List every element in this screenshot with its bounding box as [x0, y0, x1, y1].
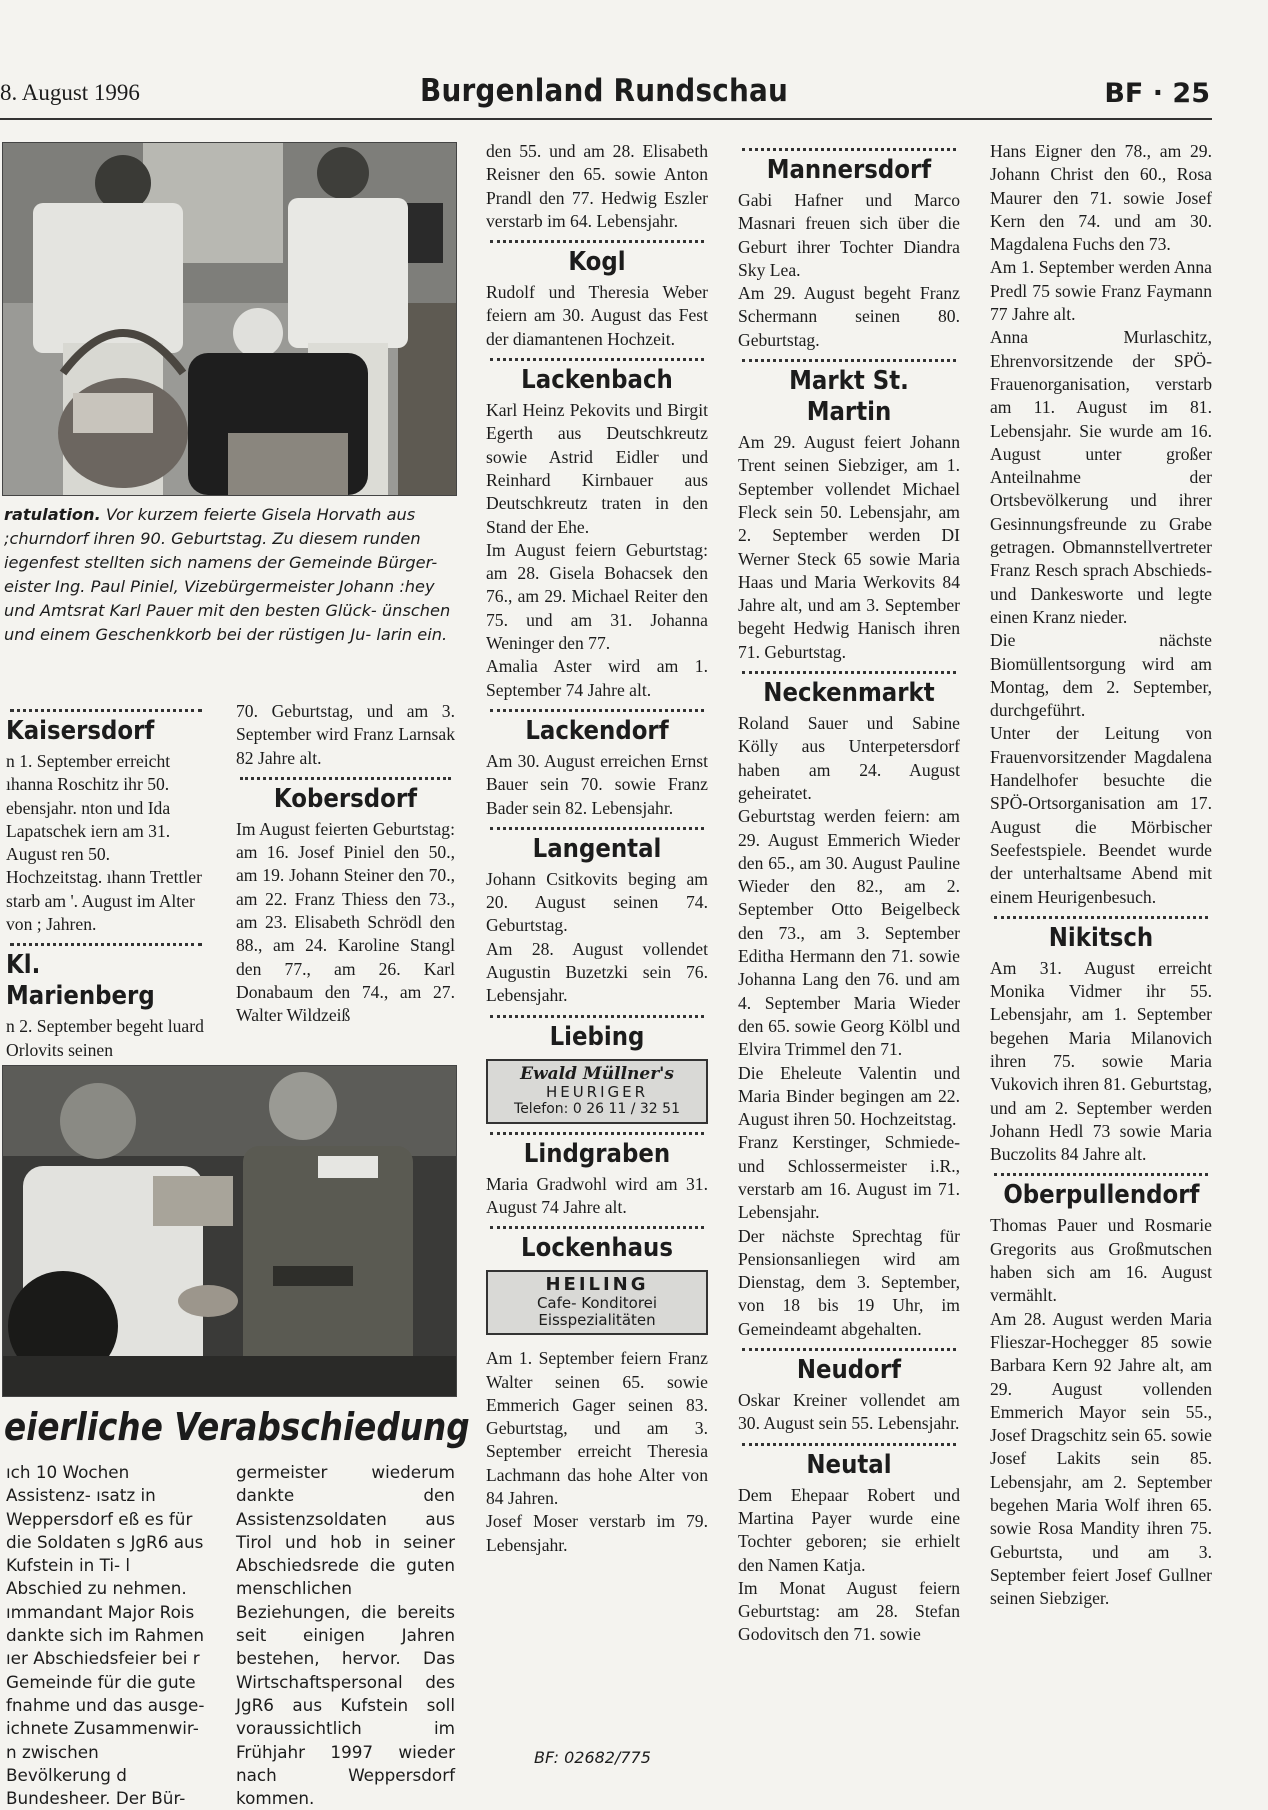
author-signature: BF: 02682/775	[534, 1748, 651, 1767]
separator	[240, 777, 451, 780]
feature-text-2: germeister wiederum dankte den Assistenzsoldaten aus Tirol und hob in seiner Abschiedsrede die guten menschlichen Beziehungen, die bereits seit einigen Jahren bestehen, hervor. Das Wirtschaftspersonal des JgR6 aus Kufstein soll voraussichtlich im Frühjahr 1997 wieder nach Weppersdorf kommen.	[236, 1462, 455, 1809]
photo-caption	[4, 503, 459, 647]
mannersdorf-text-2: Am 29. August begeht Franz Schermann seinen 80. Geburtstag.	[738, 283, 960, 350]
ad-cafe-name: HEILING	[545, 1274, 649, 1296]
caption-lead: ratulation.	[4, 505, 101, 524]
section-title-markt-st-martin: Markt St. Martin	[789, 366, 909, 428]
neckenmarkt-text-3: Die Eheleute Valentin und Maria Binder begingen am 22. August ihren 50. Hochzeitstag.	[738, 1062, 960, 1130]
ad-heuriger-type: HEURIGER	[545, 1082, 649, 1101]
feature-column-2	[236, 1461, 455, 1810]
section-title-kogl: Kogl	[568, 247, 626, 278]
section-title-lockenhaus: Lockenhaus	[521, 1233, 673, 1264]
handshake-photo	[2, 1065, 457, 1397]
separator	[742, 359, 956, 362]
neutal-text-2: Im Monat August feiern Geburtstag: am 28. Stefan Godovitsch den 71. sowie	[738, 1577, 960, 1645]
lockenhaus-text: Am 1. September feiern Franz Walter seinen 65. sowie Emmerich Gager seinen 83. Geburtstag, und am 3. September erreicht Theresia Lachmann das hohe Alter von 84 Jahren.	[486, 1348, 708, 1508]
kobersdorf-text: Im August feierten Geburtstag: am 16. Josef Piniel den 50., am 19. Johann Steiner den 70., am 22. Franz Thiess den 73., am 23. Elisabeth Schrödl den 88., am 24. Karoline Stangl den 77., am 26. Karl Donabaum den 74., am 27. Walter Wildzeiß	[236, 818, 455, 1026]
col5-intro-2: Am 1. September werden Anna Predl 75 sowie Franz Faymann 77 Jahre alt.	[990, 257, 1212, 325]
section-title-lackenbach: Lackenbach	[521, 365, 673, 396]
langental-text-2: Am 28. August vollendet Augustin Buzetzki sein 76. Lebensjahr.	[486, 938, 708, 1006]
col5-intro-3: Anna Murlaschitz, Ehrenvorsitzende der SPÖ-Frauenorganisation, verstarb am 11. August im 81. Lebensjahr. Sie wurde am 16. August unter großer Anteilnahme der Ortsbevölkerung und ihrer Gesinnungsfreunde zu Grabe getragen. Obmannstellvertreter Franz Resch sprach Abschieds- und Dankesworte und legte einen Kranz nieder.	[990, 327, 1212, 627]
column-1	[6, 702, 206, 1062]
col5-intro: Hans Eigner den 78., am 29. Johann Christ den 60., Rosa Maurer den 71. sowie Josef Kern den 74. und am 30. Magdalena Fuchs den 73.	[990, 141, 1212, 255]
separator	[742, 148, 956, 151]
separator	[490, 827, 704, 830]
section-title-oberpullendorf: Oberpullendorf	[1003, 1180, 1200, 1211]
ad-heuriger-phone: Telefon: 0 26 11 / 32 51	[514, 1100, 680, 1117]
separator	[490, 709, 704, 712]
cafe-advertisement	[486, 1270, 708, 1335]
section-title-marienberg: Kl. Marienberg	[6, 950, 155, 1012]
header-rule	[0, 118, 1212, 120]
oberpullendorf-text: Thomas Pauer und Rosmarie Gregorits aus Großmutschen haben sich am 16. August vermählt.	[990, 1215, 1212, 1306]
separator	[10, 943, 202, 946]
lockenhaus-text-2: Josef Moser verstarb im 79. Lebensjahr.	[486, 1511, 708, 1555]
section-title-langental: Langental	[532, 833, 662, 864]
col5-intro-4: Die nächste Biomüllentsorgung wird am Montag, dem 2. September, durchgeführt.	[990, 630, 1212, 721]
column-2	[236, 700, 455, 1028]
ad-cafe-type: Cafe- Konditorei	[536, 1294, 658, 1313]
ad-heuriger-name: Ewald Müllner's	[520, 1063, 674, 1084]
separator	[490, 1132, 704, 1135]
page-number: BF · 25	[1104, 78, 1210, 109]
col5-intro-5: Unter der Leitung von Frauenvorsitzender Magdalena Handelhofer besuchte die SPÖ-Ortsorganisation am 17. August die Mörbischer Seefestspiele. Beendet wurde der unterhaltsame Abend mit einem Heurigenbesuch.	[990, 723, 1212, 907]
marienberg-text: n 2. September begeht luard Orlovits seinen	[6, 1016, 204, 1060]
separator	[490, 1015, 704, 1018]
feature-text-1: ıch 10 Wochen Assistenz- ısatz in Weppersdorf eß es für die Soldaten s JgR6 aus Kufstein in Ti- l Abschied zu nehmen. ımmandant Major Rois dankte sich im Rahmen ıer Abschiedsfeier bei r Gemeinde für die gute fnahme und das ausge- ichnete Zusammenwir- n zwischen Bevölkerung d Bundesheer. Der Bür-	[6, 1462, 205, 1809]
separator	[994, 1173, 1208, 1176]
neckenmarkt-text-2: Geburtstag werden feiern: am 29. August Emmerich Wieder den 65., am 30. August Pauline Wieder den 82., am 2. September Otto Beigelbeck den 73., am 3. September Editha Hermann den 71. sowie Johanna Lang den 76. und am 4. September Maria Wieder den 65. sowie Georg Kölbl und Elvira Trimmel den 71.	[738, 806, 960, 1060]
lackenbach-text-2: Im August feiern Geburtstag: am 28. Gisela Bohacsek den 76., am 29. Michael Reiter den 75. und am 31. Johanna Weninger den 77.	[486, 539, 708, 654]
neudorf-text: Oskar Kreiner vollendet am 30. August sein 55. Lebensjahr.	[738, 1390, 960, 1434]
mannersdorf-text: Gabi Hafner und Marco Masnari freuen sich über die Geburt ihrer Tochter Diandra Sky Lea.	[738, 190, 960, 280]
section-title-lackendorf: Lackendorf	[525, 715, 669, 746]
section-title-nikitsch: Nikitsch	[1048, 922, 1154, 953]
neckenmarkt-text: Roland Sauer und Sabine Kölly aus Unterpetersdorf haben am 24. August geheiratet.	[738, 713, 960, 803]
neckenmarkt-text-4: Franz Kerstinger, Schmiede- und Schlossermeister i.R., verstarb am 16. August im 71. Lebensjahr.	[738, 1132, 960, 1223]
separator	[490, 1226, 704, 1229]
feature-headline: eierliche Verabschiedung	[4, 1405, 470, 1449]
section-title-kaisersdorf: Kaisersdorf	[6, 716, 155, 746]
langental-text: Johann Csitkovits beging am 20. August seinen 74. Geburtstag.	[486, 868, 708, 936]
kaisersdorf-text: n 1. September erreicht ıhanna Roschitz ihr 50. ebensjahr. nton und Ida Lapatschek iern am 31. August ren 50. Hochzeitstag. ıhann Trettler starb am '. August im Alter von ; Jahren.	[6, 751, 202, 935]
section-title-neutal: Neutal	[806, 1449, 892, 1480]
group-portrait-photo	[2, 142, 457, 496]
section-title-neckenmarkt: Neckenmarkt	[763, 678, 935, 709]
lindgraben-text: Maria Gradwohl wird am 31. August 74 Jahre alt.	[486, 1173, 708, 1217]
kogl-text: Rudolf und Theresia Weber feiern am 30. August das Fest der diamantenen Hochzeit.	[486, 282, 708, 349]
lackendorf-text: Am 30. August erreichen Ernst Bauer sein 70. sowie Franz Bader sein 82. Lebensjahr.	[486, 750, 708, 818]
feature-column-1	[6, 1461, 206, 1810]
section-title-neudorf: Neudorf	[796, 1355, 902, 1386]
col2-intro: 70. Geburtstag, und am 3. September wird Franz Larnsak 82 Jahre alt.	[236, 701, 455, 768]
neckenmarkt-text-5: Der nächste Sprechtag für Pensionsanliegen wird am Dienstag, dem 3. September, von 18 bis 19 Uhr, im Gemeindeamt abgehalten.	[738, 1225, 960, 1339]
separator	[994, 916, 1208, 919]
oberpullendorf-text-2: Am 28. August werden Maria Flieszar-Hochegger 85 sowie Barbara Kern 92 Jahre alt, am 29. August vollenden Emmerich Mayor sein 55., Josef Dragschitz sein 65. sowie Josef Lakits sein 85. Lebensjahr, am 2. September begehen Maria Wolf ihren 65. sowie Rosa Mandity ihren 75. Geburtsta, und am 3. September feiert Josef Gullner seinen Siebziger.	[990, 1308, 1212, 1609]
column-5	[990, 140, 1212, 1611]
separator	[742, 671, 956, 674]
column-4	[738, 140, 960, 1647]
nikitsch-text: Am 31. August erreicht Monika Vidmer ihr 55. Lebensjahr, am 1. September begehen Maria Milanovich ihren 75. sowie Maria Vukovich ihren 81. Geburtstag, und am 2. September werden Johann Hedl 73 sowie Maria Buczolits 84 Jahre alt.	[990, 957, 1212, 1165]
newspaper-title: Burgenland Rundschau	[420, 73, 789, 109]
lackenbach-text-3: Amalia Aster wird am 1. September 74 Jahre alt.	[486, 656, 708, 700]
markt-st-martin-text: Am 29. August feiert Johann Trent seinen Siebziger, am 1. September vollendet Michael Fleck sein 50. Lebensjahr, am 2. September werden DI Werner Steck 65 sowie Maria Haas und Maria Werkovits 84 Jahre alt, und am 3. September begeht Hedwig Hanisch ihren 71. Geburtstag.	[738, 432, 960, 662]
heuriger-advertisement	[486, 1059, 708, 1124]
separator	[742, 1443, 956, 1446]
lackenbach-text: Karl Heinz Pekovits und Birgit Egerth aus Deutschkreutz sowie Astrid Eidler und Reinhard Kirnbauer aus Deutschkreutz traten in den Stand der Ehe.	[486, 400, 708, 537]
neutal-text: Dem Ehepaar Robert und Martina Payer wurde eine Tochter geboren; sie erhielt den Namen Katja.	[738, 1484, 960, 1575]
issue-date: 8. August 1996	[0, 80, 140, 105]
section-title-liebing: Liebing	[549, 1021, 645, 1052]
ad-cafe-extra: Eisspezialitäten	[538, 1311, 656, 1330]
separator	[10, 709, 202, 712]
separator	[490, 358, 704, 361]
section-title-lindgraben: Lindgraben	[523, 1138, 671, 1169]
section-title-mannersdorf: Mannersdorf	[766, 155, 932, 185]
section-title-kobersdorf: Kobersdorf	[273, 783, 418, 814]
column-3	[486, 140, 708, 1557]
col3-intro: den 55. und am 28. Elisabeth Reisner den 65. sowie Anton Prandl den 77. Hedwig Eszler verstarb im 64. Lebensjahr.	[486, 141, 708, 231]
separator	[490, 240, 704, 243]
caption-text: Vor kurzem feierte Gisela Horvath aus ;churndorf ihren 90. Geburtstag. Zu diesem runden iegenfest stellten sich namens der Gemeinde Bürger- eister Ing. Paul Piniel, Vizebürgermeister Johann :hey und Amtsrat Karl Pauer mit den besten Glück- ünschen und einem Geschenkkorb bei der rüstigen Ju- larin ein.	[4, 505, 451, 644]
separator	[742, 1348, 956, 1351]
